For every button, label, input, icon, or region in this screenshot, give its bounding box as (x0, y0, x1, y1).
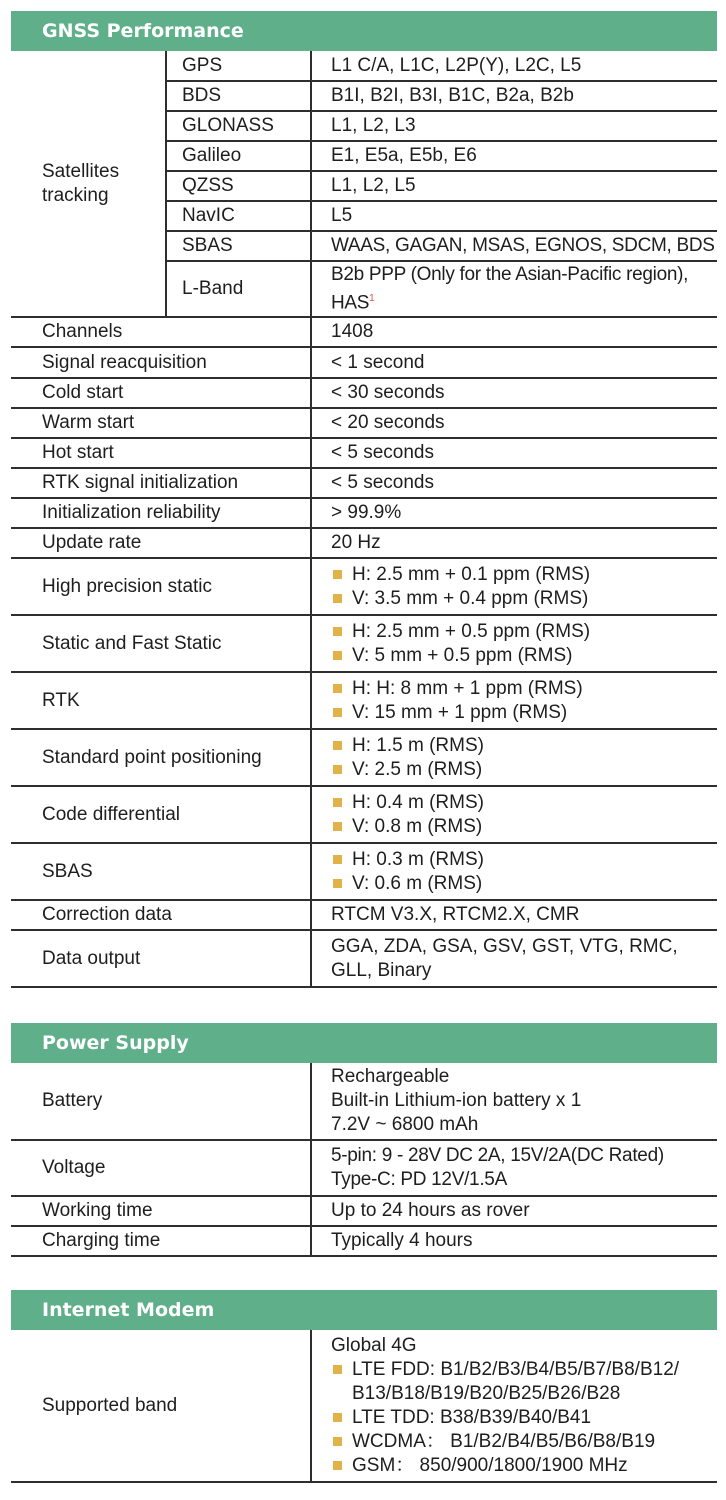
row-label: Channels (11, 317, 311, 347)
table-row (11, 558, 717, 615)
bullet-icon (333, 855, 342, 864)
gnss-section-title: GNSS Performance (11, 11, 717, 51)
list-item (331, 587, 717, 611)
constellation-value: WAAS, GAGAN, MSAS, EGNOS, SDCM, BDS (311, 231, 717, 261)
table-row (11, 900, 717, 930)
table-row (11, 408, 717, 438)
table-row (11, 786, 717, 843)
gnss-table (11, 51, 717, 988)
table-row (11, 1140, 717, 1196)
row-value: Up to 24 hours as rover (311, 1196, 717, 1226)
list-item (331, 644, 717, 668)
row-label: Supported band (11, 1330, 311, 1482)
list-item (331, 1358, 713, 1406)
accuracy-line: H: 2.5 mm + 0.5 ppm (RMS) (352, 620, 591, 642)
table-row (11, 468, 717, 498)
constellation-value: L1, L2, L5 (311, 171, 717, 201)
gnss-section (11, 11, 717, 988)
band-line: WCDMA： B1/B2/B4/B5/B6/B8/B19 (352, 1430, 656, 1452)
accuracy-line: H: 0.3 m (RMS) (352, 848, 484, 870)
row-label: Hot start (11, 438, 311, 468)
table-row (11, 1226, 717, 1256)
power-table (11, 1063, 717, 1257)
accuracy-line: V: 5 mm + 0.5 ppm (RMS) (352, 644, 573, 666)
table-row (11, 1330, 717, 1482)
constellation-name: GLONASS (166, 111, 311, 141)
footnote-marker: 1 (369, 292, 375, 304)
constellation-value: B1I, B2I, B3I, B1C, B2a, B2b (311, 81, 717, 111)
accuracy-line: H: 1.5 m (RMS) (352, 734, 484, 756)
band-value (311, 1330, 717, 1482)
accuracy-line: V: 0.6 m (RMS) (352, 872, 483, 894)
constellation-name: GPS (166, 51, 311, 81)
table-row (11, 1063, 717, 1140)
band-intro: Global 4G (331, 1334, 417, 1356)
row-value: < 1 second (311, 347, 717, 378)
constellation-value: L1, L2, L3 (311, 111, 717, 141)
table-row (11, 528, 717, 558)
band-line: LTE FDD: B1/B2/B3/B4/B5/B7/B8/B12/ B13/B18/B19/B20/B25/B26/B28 (352, 1358, 680, 1404)
row-label: SBAS (11, 843, 311, 900)
list-item (331, 701, 717, 725)
table-row (11, 347, 717, 378)
row-value: < 5 seconds (311, 468, 717, 498)
row-label: Correction data (11, 900, 311, 930)
satellites-tracking-label: Satellites tracking (11, 51, 166, 317)
bullet-icon (333, 765, 342, 774)
constellation-name: QZSS (166, 171, 311, 201)
band-line: LTE TDD: B38/B39/B40/B41 (352, 1406, 592, 1428)
battery-line: Rechargeable (331, 1066, 450, 1087)
voltage-value (311, 1140, 717, 1196)
list-item (331, 758, 717, 782)
row-label: RTK signal initialization (11, 468, 311, 498)
power-section (11, 1023, 717, 1257)
accuracy-line: H: 0.4 m (RMS) (352, 791, 484, 813)
accuracy-line: V: 0.8 m (RMS) (352, 815, 483, 837)
bullet-icon (333, 627, 342, 636)
accuracy-values (311, 558, 717, 615)
row-value: RTCM V3.X, RTCM2.X, CMR (311, 900, 717, 930)
constellation-name: L-Band (166, 261, 311, 317)
table-row (11, 51, 717, 81)
row-label: Warm start (11, 408, 311, 438)
accuracy-line: V: 3.5 mm + 0.4 ppm (RMS) (352, 587, 589, 609)
constellation-name: SBAS (166, 231, 311, 261)
bullet-icon (333, 651, 342, 660)
battery-line: Built-in Lithium-ion battery x 1 (331, 1090, 582, 1111)
row-value: 20 Hz (311, 528, 717, 558)
row-value: > 99.9% (311, 498, 717, 528)
accuracy-values (311, 786, 717, 843)
constellation-name: NavIC (166, 201, 311, 231)
row-label: Standard point positioning (11, 729, 311, 786)
accuracy-line: H: H: 8 mm + 1 ppm (RMS) (352, 677, 583, 699)
modem-table (11, 1330, 717, 1483)
battery-line: 7.2V ~ 6800 mAh (331, 1114, 479, 1135)
table-row (11, 930, 717, 987)
band-line: GSM： 850/900/1800/1900 MHz (352, 1454, 628, 1476)
list-item (331, 734, 717, 758)
row-label: Working time (11, 1196, 311, 1226)
list-item (331, 872, 717, 896)
table-row (11, 378, 717, 408)
row-label: Battery (11, 1063, 311, 1140)
bullet-icon (333, 570, 342, 579)
constellation-value (311, 261, 717, 317)
row-value: Typically 4 hours (311, 1226, 717, 1256)
table-row (11, 729, 717, 786)
bullet-icon (333, 1413, 342, 1422)
table-row (11, 672, 717, 729)
row-value: GGA, ZDA, GSA, GSV, GST, VTG, RMC, GLL, Binary (311, 930, 717, 987)
list-item (331, 677, 717, 701)
lband-value-text: B2b PPP (Only for the Asian-Pacific region), HAS (331, 263, 689, 314)
constellation-value: E1, E5a, E5b, E6 (311, 141, 717, 171)
constellation-value: L1 C/A, L1C, L2P(Y), L2C, L5 (311, 51, 717, 81)
list-item (331, 815, 717, 839)
modem-section-title: Internet Modem (11, 1290, 717, 1330)
row-label: Code differential (11, 786, 311, 843)
list-item (331, 620, 717, 644)
table-row (11, 438, 717, 468)
row-label: Static and Fast Static (11, 615, 311, 672)
list-item (331, 1406, 713, 1430)
bullet-icon (333, 708, 342, 717)
bullet-icon (333, 1461, 342, 1470)
row-label: High precision static (11, 558, 311, 615)
table-row (11, 843, 717, 900)
accuracy-line: V: 2.5 m (RMS) (352, 758, 483, 780)
accuracy-values (311, 615, 717, 672)
bullet-icon (333, 879, 342, 888)
row-label: Data output (11, 930, 311, 987)
accuracy-values (311, 843, 717, 900)
row-label: Cold start (11, 378, 311, 408)
constellation-name: Galileo (166, 141, 311, 171)
accuracy-line: H: 2.5 mm + 0.1 ppm (RMS) (352, 563, 591, 585)
bullet-icon (333, 741, 342, 750)
list-item (331, 848, 717, 872)
bullet-icon (333, 684, 342, 693)
row-label: Signal reacquisition (11, 347, 311, 378)
row-label: Charging time (11, 1226, 311, 1256)
list-item (331, 563, 717, 587)
row-label: Voltage (11, 1140, 311, 1196)
bullet-icon (333, 1437, 342, 1446)
row-value: < 20 seconds (311, 408, 717, 438)
row-value: < 5 seconds (311, 438, 717, 468)
row-label: RTK (11, 672, 311, 729)
constellation-value: L5 (311, 201, 717, 231)
row-value: < 30 seconds (311, 378, 717, 408)
row-label: Initialization reliability (11, 498, 311, 528)
row-label: Update rate (11, 528, 311, 558)
bullet-icon (333, 1365, 342, 1374)
table-row (11, 498, 717, 528)
power-section-title: Power Supply (11, 1023, 717, 1063)
table-row (11, 317, 717, 347)
table-row (11, 1196, 717, 1226)
battery-value (311, 1063, 717, 1140)
table-row (11, 615, 717, 672)
bullet-icon (333, 822, 342, 831)
list-item (331, 791, 717, 815)
voltage-line: 5-pin: 9 - 28V DC 2A, 15V/2A(DC Rated) (331, 1145, 664, 1166)
accuracy-values (311, 729, 717, 786)
bullet-icon (333, 798, 342, 807)
voltage-line: Type-C: PD 12V/1.5A (331, 1169, 507, 1190)
accuracy-values (311, 672, 717, 729)
row-value: 1408 (311, 317, 717, 347)
list-item (331, 1454, 713, 1478)
constellation-name: BDS (166, 81, 311, 111)
accuracy-line: V: 15 mm + 1 ppm (RMS) (352, 701, 568, 723)
bullet-icon (333, 594, 342, 603)
list-item (331, 1430, 713, 1454)
modem-section (11, 1290, 717, 1483)
